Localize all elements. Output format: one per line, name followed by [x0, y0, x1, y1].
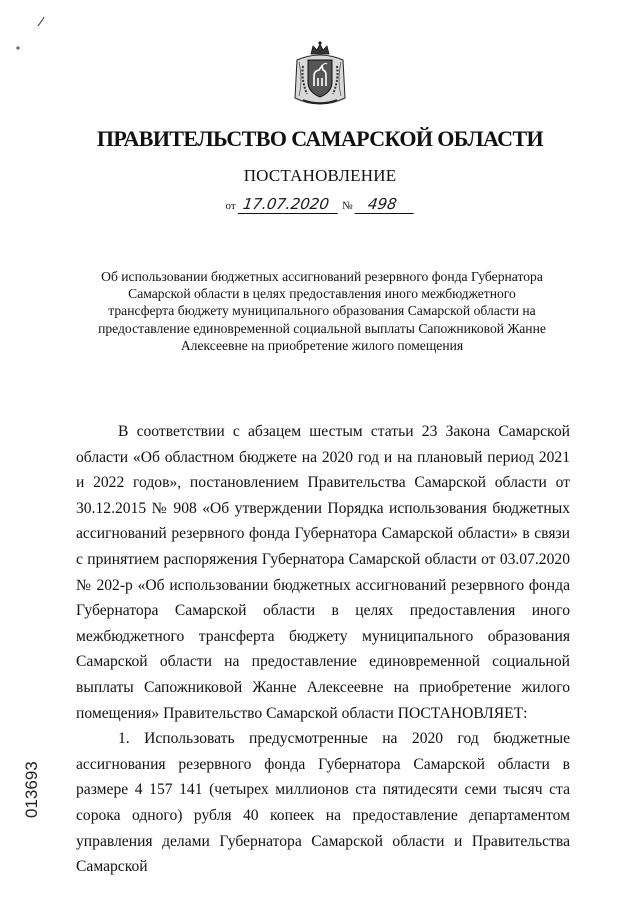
body-paragraph-item-1: 1. Использовать предусмотренные на 2020 год бюджетные ассигнования резервного фонда Губернатора Самарской области в размере 4 157 141 (четырех миллионов ста пятидесяти семи тысяч ста сорока одного) рубля 40 копеек на предоставление департаментом управления делами Губернатора Самарской области и Правительства Самарской — [76, 730, 570, 876]
scan-dot-icon — [15, 44, 23, 52]
document-subject: Об использовании бюджетных ассигнований резервного фонда Губернатора Самарской области в целях предоставления иного межбюджетного трансферта бюджету муниципального образования Самарской области на предоставление единовременной социальной выплаты Сапожниковой Жанне Алексеевне на приобретение жилого помещения — [98, 269, 546, 353]
date-number-line — [0, 195, 640, 214]
coat-of-arms-icon — [289, 40, 351, 110]
body-paragraph-preamble: В соответствии с абзацем шестым статьи 23 Закона Самарской области «Об областном бюджете на 2020 год и на плановый период 2021 и 2022 годов», постановлением Правительства Самарской области от 30.12.2015 № 908 «Об утверждении Порядка использования бюджетных ассигнований резервного фонда Губернатора Самарской области» в связи с принятием распоряжения Губернатора Самарской области от 03.07.2020 № 202-р «Об использовании бюджетных ассигнований резервного фонда Губернатора Самарской области в целях предоставления иного межбюджетного трансферта бюджету муниципального образования Самарской области на предоставление единовременной социальной выплаты Сапожниковой Жанне Алексеевне на приобретение жилого помещения» Правительство Самарской области ПОСТАНОВЛЯЕТ: — [76, 423, 570, 722]
margin-serial-number: 013693 — [22, 761, 41, 818]
document-body — [76, 419, 570, 880]
document-date: 17.07.2020 — [238, 195, 341, 214]
date-prefix: от — [225, 200, 236, 212]
document-number: 498 — [354, 195, 415, 214]
scan-mark-icon — [36, 16, 46, 28]
organization-title: ПРАВИТЕЛЬСТВО САМАРСКОЙ ОБЛАСТИ — [96, 126, 544, 151]
number-prefix: № — [342, 200, 353, 212]
document-type: ПОСТАНОВЛЕНИЕ — [243, 166, 397, 185]
